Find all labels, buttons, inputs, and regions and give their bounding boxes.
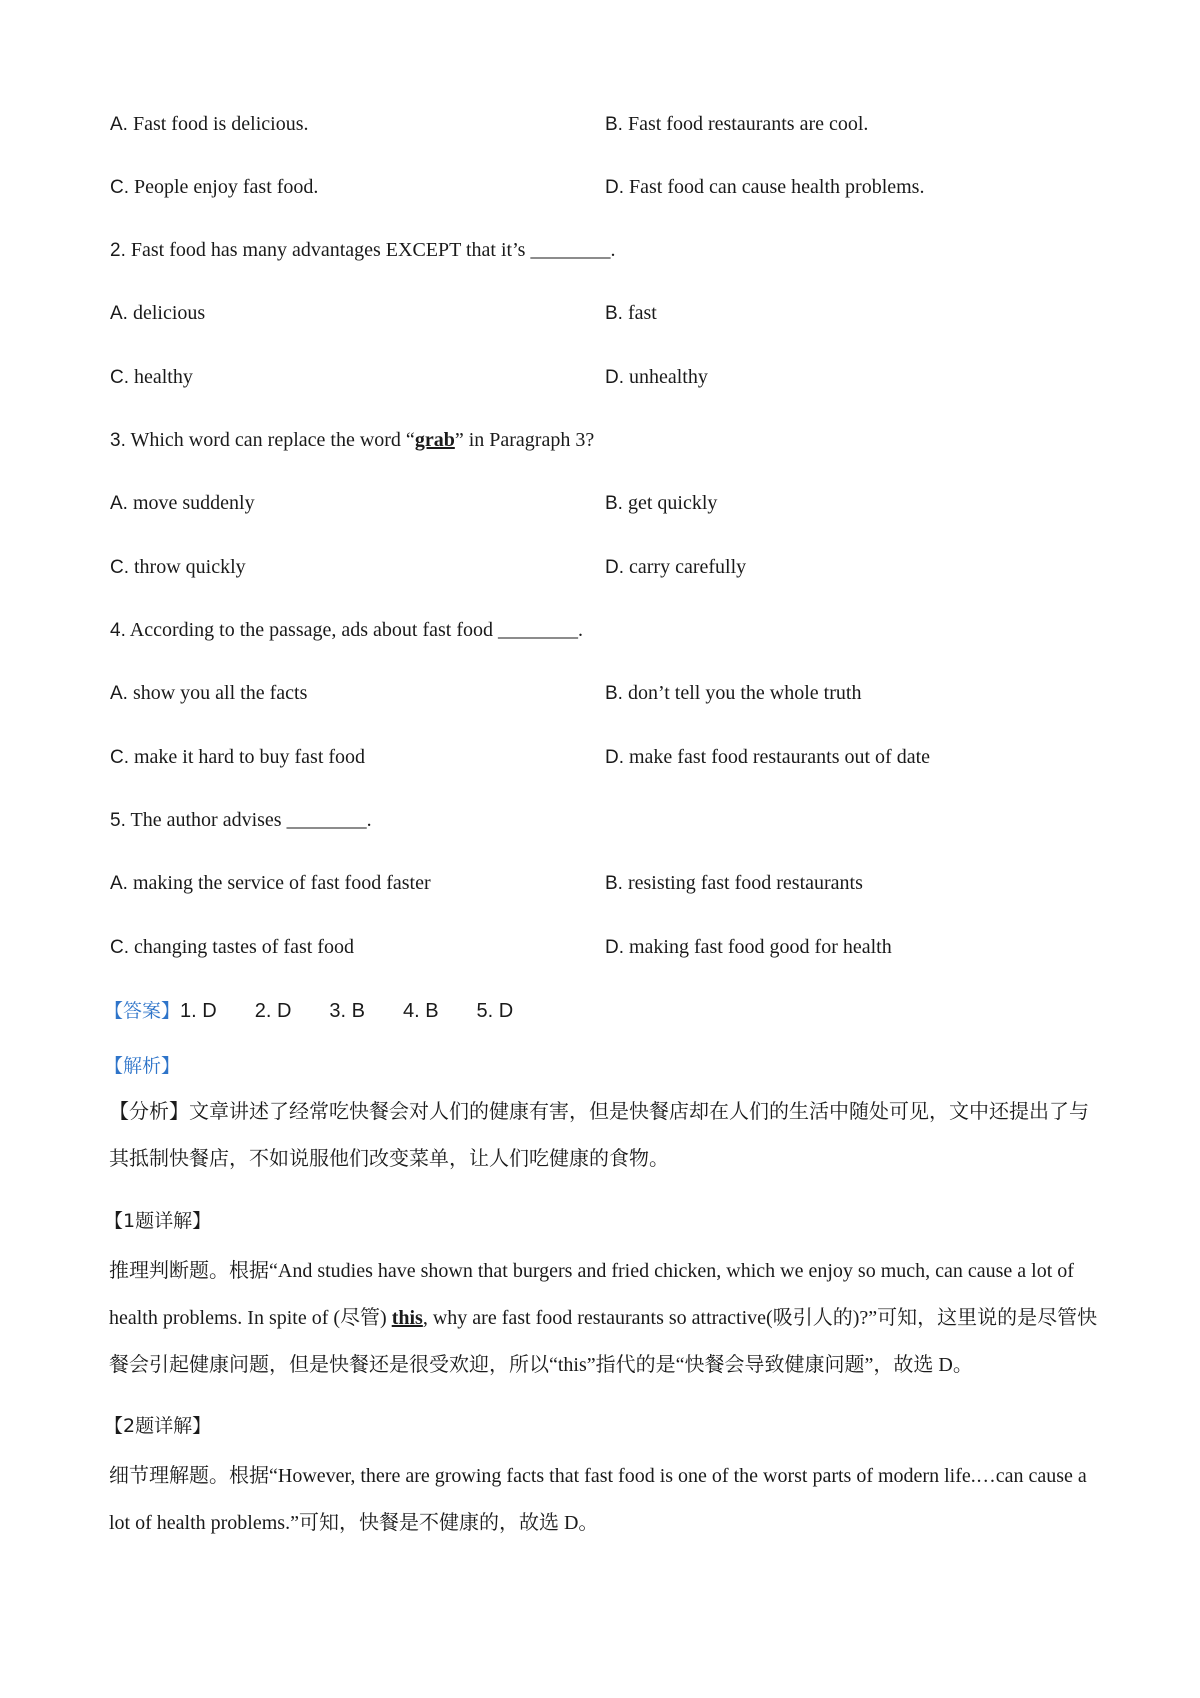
q5-option-a: A. making the service of fast food faster: [110, 872, 431, 894]
q3-stem: 3. Which word can replace the word “grab” in Paragraph 3?: [110, 429, 595, 451]
q3-keyword: grab: [414, 429, 455, 451]
q3-option-b: B. get quickly: [605, 492, 718, 514]
detail2-paragraph: 细节理解题。根据“However, there are growing facts that fast food is one of the worst parts of modern life.…can cause a lot of health problems.”可知，快餐是不健康的，故选 D。: [109, 1465, 1087, 1534]
analysis-tag: 【解析】: [104, 1055, 181, 1077]
q1-option-a: A. Fast food is delicious.: [110, 113, 309, 135]
q2-stem: 2. Fast food has many advantages EXCEPT that it’s ________.: [110, 239, 616, 261]
q4-option-c: C. make it hard to buy fast food: [110, 746, 366, 768]
q2-option-a: A. delicious: [110, 302, 206, 324]
q4-stem: 4. According to the passage, ads about fast food ________.: [110, 619, 583, 641]
detail1-paragraph: 推理判断题。根据“And studies have shown that burgers and fried chicken, which we enjoy so much, can cause a lot of health problems. In spite of (尽管) this, why are fast food restaurants so attractive(吸引人的)?”可知，这里说的是尽管快餐会引起健康问题，但是快餐还是很受欢迎，所以“this”指代的是“快餐会导致健康问题”，故选 D。: [109, 1260, 1098, 1376]
summary-paragraph: 【分析】文章讲述了经常吃快餐会对人们的健康有害，但是快餐店却在人们的生活中随处可见，文中还提出了与其抵制快餐店，不如说服他们改变菜单，让人们吃健康的食物。: [109, 1099, 1089, 1170]
detail2-heading: 【2题详解】: [104, 1415, 212, 1437]
q3-option-a: A. move suddenly: [110, 492, 255, 514]
q2-option-c: C. healthy: [110, 366, 193, 388]
summary-tag: 【分析】: [109, 1099, 189, 1123]
q1-option-b: B. Fast food restaurants are cool.: [605, 113, 869, 135]
q5-option-c: C. changing tastes of fast food: [110, 936, 354, 958]
q2-option-d: D. unhealthy: [605, 366, 708, 388]
q4-option-b: B. don’t tell you the whole truth: [605, 682, 862, 704]
q4-option-a: A. show you all the facts: [110, 682, 308, 704]
q2-option-b: B. fast: [605, 302, 657, 324]
detail1-heading: 【1题详解】: [104, 1210, 212, 1232]
q5-stem: 5. The author advises ________.: [110, 809, 372, 831]
answer-tag: 【答案】: [104, 1000, 181, 1022]
q4-option-d: D. make fast food restaurants out of date: [605, 746, 931, 768]
q3-option-d: D. carry carefully: [605, 556, 747, 578]
q1-option-c: C. People enjoy fast food.: [110, 176, 319, 198]
q5-option-d: D. making fast food good for health: [605, 936, 892, 958]
answer-key: 【答案】1. D 2. D 3. B 4. B 5. D: [104, 1000, 514, 1022]
detail1-keyword: this: [391, 1307, 423, 1329]
q1-option-d: D. Fast food can cause health problems.: [605, 176, 925, 198]
q5-option-b: B. resisting fast food restaurants: [605, 872, 863, 894]
q3-option-c: C. throw quickly: [110, 556, 246, 578]
